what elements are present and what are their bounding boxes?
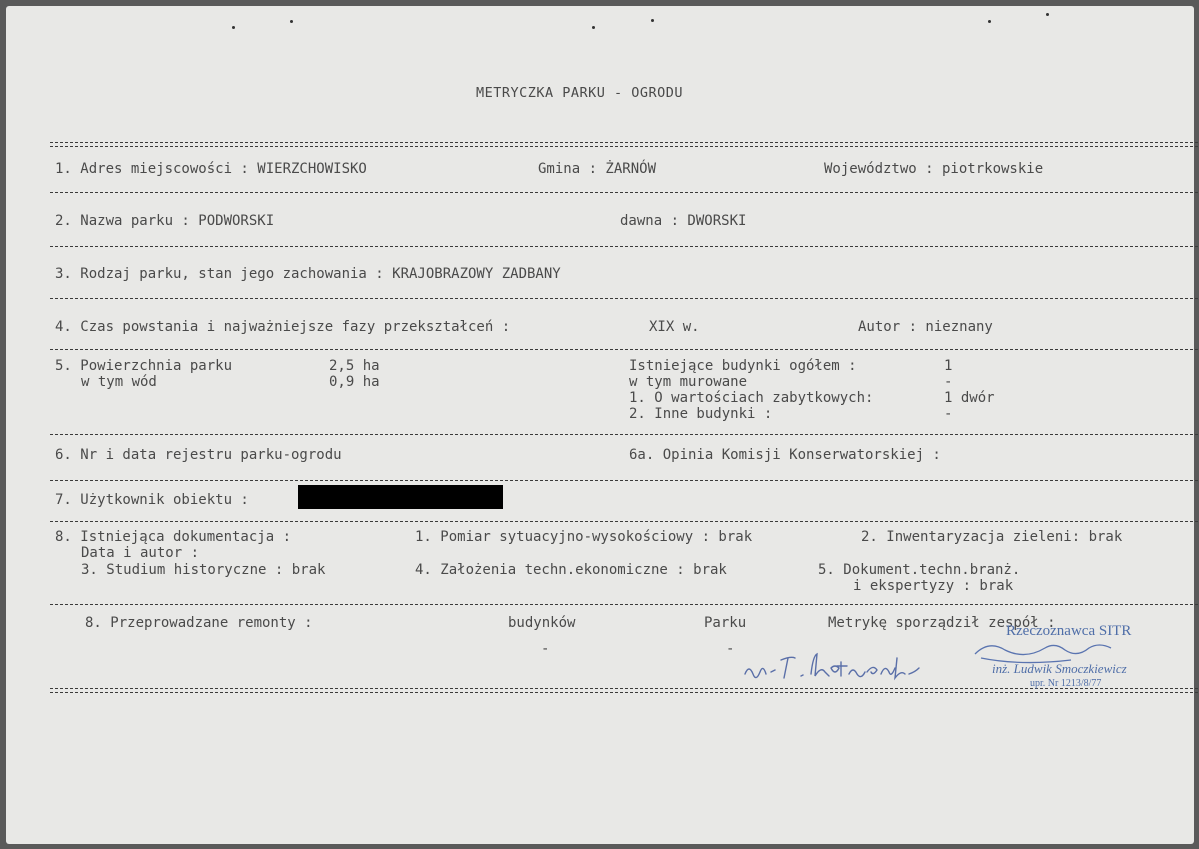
brick-value: - [944,374,953,390]
redaction-block [298,485,503,509]
handwritten-signature [741,646,961,684]
park-type-field: 3. Rodzaj parku, stan jego zachowania : KRAJOBRAZOWY ZADBANY [55,266,561,282]
water-label: w tym wód [81,374,157,390]
repairs-label: 8. Przeprowadzane remonty : [85,615,313,631]
divider [50,604,1198,605]
stamp-number: upr. Nr 1213/8/77 [1030,678,1102,689]
doc-item-5: 5. Dokument.techn.branż. [818,562,1021,578]
prepared-by-label: Metrykę sporządził zespół : [828,615,1056,631]
divider [50,246,1198,247]
divider [50,521,1198,522]
buildings-dash: - [541,641,550,657]
brick-label: w tym murowane [629,374,748,390]
gmina-field: Gmina : ŻARNÓW [538,161,657,177]
address-field: 1. Adres miejscowości : WIERZCHOWISKO [55,161,367,177]
document-card [6,6,1194,844]
divider-double [50,688,1198,693]
monument-value: 1 dwór [944,390,995,406]
stamp-title: Rzeczoznawca SITR [1006,623,1132,639]
area-value: 2,5 ha [329,358,380,374]
other-buildings-value: - [944,406,953,422]
area-label: 5. Powierzchnia parku [55,358,233,374]
voivodeship-field: Województwo : piotrkowskie [824,161,1044,177]
park-name-field: 2. Nazwa parku : PODWORSKI [55,213,275,229]
water-value: 0,9 ha [329,374,380,390]
stamp-name: inż. Ludwik Smoczkiewicz [992,661,1127,676]
divider [50,434,1198,435]
park-column: Parku [704,615,747,631]
former-name-field: dawna : DWORSKI [620,213,747,229]
park-dash: - [726,641,735,657]
doc-item-4: 4. Założenia techn.ekonomiczne : brak [415,562,727,578]
document-title: METRYCZKA PARKU - OGRODU [476,85,684,101]
other-buildings-label: 2. Inne budynki : [629,406,773,422]
divider-double [50,142,1198,147]
monument-label: 1. O wartościach zabytkowych: [629,390,874,406]
divider [50,298,1198,299]
opinion-field: 6a. Opinia Komisji Konserwatorskiej : [629,447,941,463]
mark-dot [290,20,293,23]
doc-item-1: 1. Pomiar sytuacyjno-wysokościowy : brak [415,529,753,545]
user-label: 7. Użytkownik obiektu : [55,492,249,508]
register-field: 6. Nr i data rejestru parku-ogrodu [55,447,342,463]
date-author-label: Data i autor : [81,545,200,561]
doc-item-2: 2. Inwentaryzacja zieleni: brak [861,529,1123,545]
mark-dot [592,26,595,29]
period-label: 4. Czas powstania i najważniejsze fazy przekształceń : [55,319,511,335]
documentation-label: 8. Istniejąca dokumentacja : [55,529,292,545]
divider [50,192,1198,193]
divider [50,480,1198,481]
period-value: XIX w. [649,319,700,335]
divider [50,349,1198,350]
mark-dot [232,26,235,29]
doc-item-5-continued: i ekspertyzy : brak [853,578,1014,594]
buildings-value: 1 [944,358,953,374]
mark-dot [1046,13,1049,16]
author-field: Autor : nieznany [858,319,993,335]
mark-dot [651,19,654,22]
mark-dot [988,20,991,23]
buildings-label: Istniejące budynki ogółem : [629,358,857,374]
buildings-column: budynków [508,615,576,631]
doc-item-3: 3. Studium historyczne : brak [81,562,326,578]
